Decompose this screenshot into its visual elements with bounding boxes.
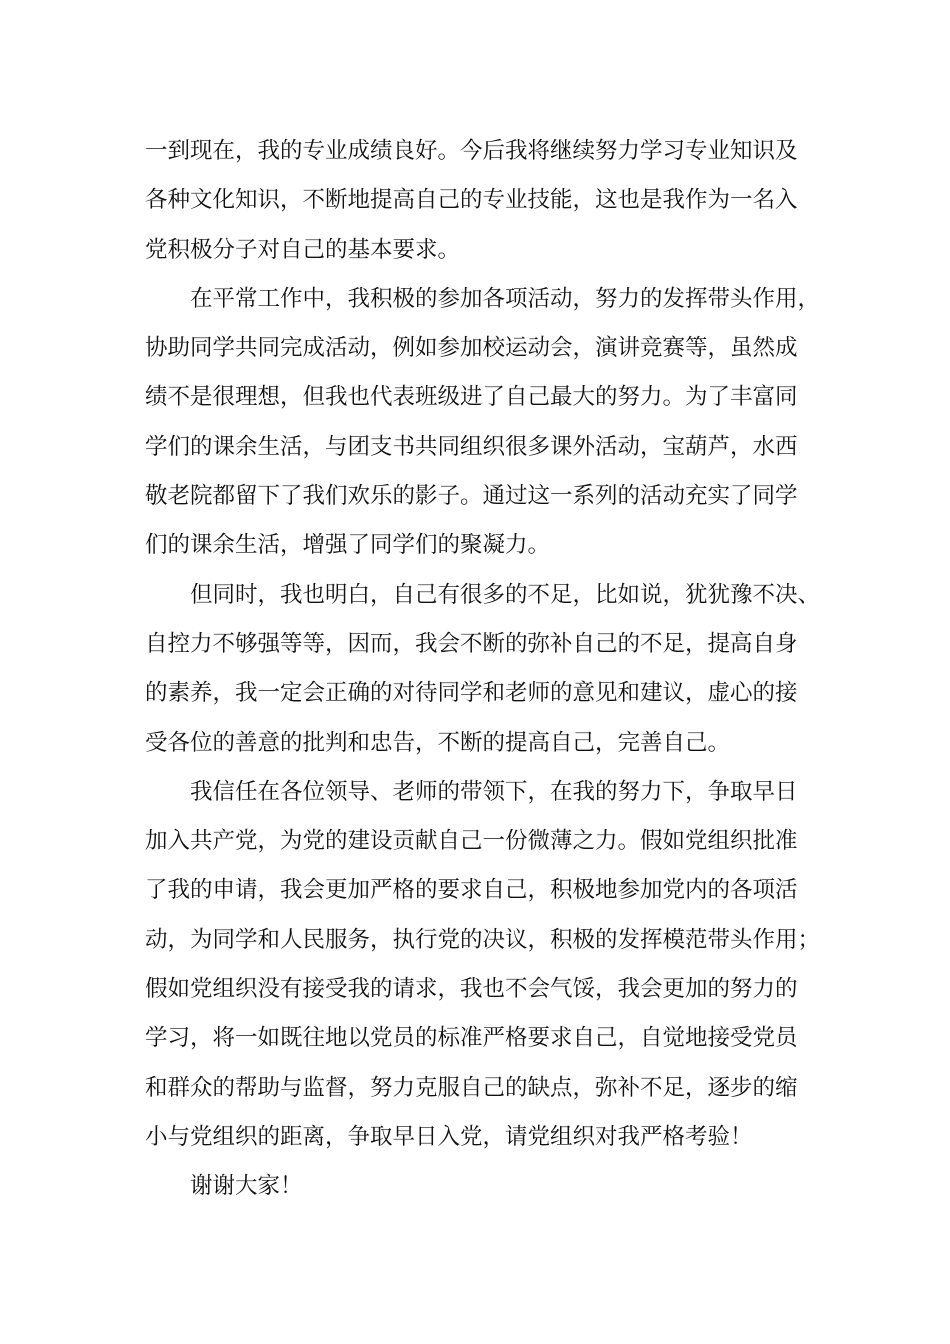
text-line: 各种文化知识，不断地提高自己的专业技能，这也是我作为一名入 [145,187,798,214]
closing-line: 谢谢大家！ [190,1173,303,1200]
text-line: 学们的课余生活，与团支书共同组织很多课外活动，宝葫芦，水西 [145,433,798,460]
text-line: 加入共产党，为党的建设贡献自己一份微薄之力。假如党组织批准 [145,828,798,855]
text-line: 的素养，我一定会正确的对待同学和老师的意见和建议，虚心的接 [145,680,798,707]
text-line: 自控力不够强等等，因而，我会不断的弥补自己的不足，提高自身 [145,630,798,657]
text-line: 小与党组织的距离，争取早日入党，请党组织对我严格考验！ [145,1123,753,1150]
text-line: 和群众的帮助与监督，努力克服自己的缺点，弥补不足，逐步的缩 [145,1074,798,1101]
paragraph-start-line: 但同时，我也明白，自己有很多的不足，比如说，犹犹豫不决、 [190,581,821,608]
text-line: 一到现在，我的专业成绩良好。今后我将继续努力学习专业知识及 [145,138,798,164]
paragraph-start-line: 我信任在各位领导、老师的带领下，在我的努力下，争取早日 [190,778,798,805]
text-line: 假如党组织没有接受我的请求，我也不会气馁，我会更加的努力的 [145,976,798,1003]
text-line: 们的课余生活，增强了同学们的聚凝力。 [145,532,551,559]
text-line: 学习，将一如既往地以党员的标准严格要求自己，自觉地接受党员 [145,1025,798,1052]
text-line: 敬老院都留下了我们欢乐的影子。通过这一系列的活动充实了同学 [145,483,798,510]
text-line: 受各位的善意的批判和忠告，不断的提高自己，完善自己。 [145,729,731,756]
text-line: 党积极分子对自己的基本要求。 [145,236,461,263]
text-line: 协助同学共同完成活动，例如参加校运动会，演讲竞赛等，虽然成 [145,335,798,362]
text-line: 绩不是很理想，但我也代表班级进了自己最大的努力。为了丰富同 [145,384,798,411]
document-body [145,127,825,1212]
text-line: 动，为同学和人民服务，执行党的决议，积极的发挥模范带头作用； [145,926,821,953]
paragraph-start-line: 在平常工作中，我积极的参加各项活动，努力的发挥带头作用， [190,285,821,312]
text-line: 了我的申请，我会更加严格的要求自己，积极地参加党内的各项活 [145,877,798,904]
